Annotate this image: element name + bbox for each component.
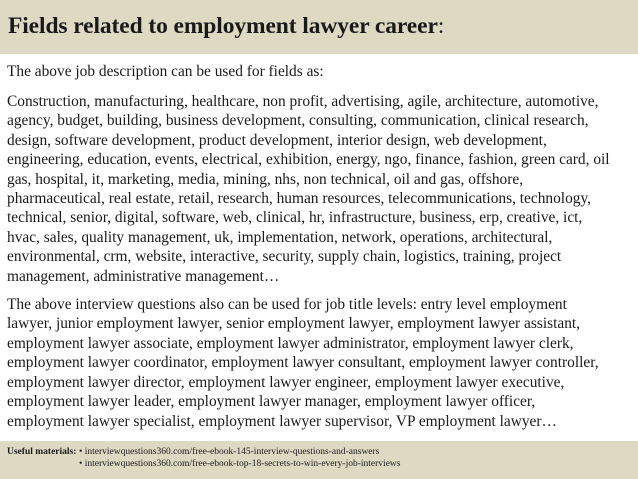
levels-line: employment lawyer director, employment lawyer engineer, employment lawyer executive,	[7, 373, 565, 391]
levels-line: The above interview questions also can be used for job title levels: entry level employment	[7, 296, 567, 314]
fields-line: gas, hospital, it, marketing, media, mining, nhs, non technical, oil and gas, offshore,	[7, 170, 524, 188]
levels-line: lawyer, junior employment lawyer, senior employment lawyer, employment lawyer assistant,	[7, 315, 581, 333]
page-title-colon: :	[437, 13, 445, 39]
fields-line: engineering, education, events, electrical, exhibition, energy, ngo, finance, fashion, green card, oil	[7, 151, 610, 169]
footer-banner	[0, 441, 638, 479]
levels-line: employment lawyer associate, employment lawyer administrator, employment lawyer clerk,	[7, 334, 574, 352]
levels-line: employment lawyer specialist, employment lawyer supervisor, VP employment lawyer…	[7, 412, 557, 430]
fields-paragraph	[7, 92, 635, 286]
footer-label-spacer	[7, 459, 79, 471]
fields-line: environmental, crm, website, interactive, security, supply chain, logistics, training, project	[7, 248, 562, 266]
fields-line: hvac, sales, quality management, uk, implementation, network, operations, architectural,	[7, 228, 553, 246]
intro-sentence: The above job description can be used for fields as:	[7, 63, 324, 80]
levels-line: employment lawyer leader, employment lawyer manager, employment lawyer officer,	[7, 393, 536, 411]
footer-link[interactable]: • interviewquestions360.com/free-ebook-top-18-secrets-to-win-every-job-interviews	[79, 458, 401, 469]
fields-line: agency, budget, building, business development, consulting, communication, clinical research,	[7, 112, 589, 130]
main-content	[7, 62, 635, 440]
fields-line: design, software development, product development, interior design, web development,	[7, 131, 547, 149]
title-banner	[0, 0, 638, 54]
page-title-text: Fields related to employment lawyer career	[8, 13, 438, 39]
levels-paragraph	[7, 295, 635, 431]
footer-row	[7, 459, 638, 471]
footer-row	[7, 447, 638, 459]
fields-line: Construction, manufacturing, healthcare, non profit, advertising, agile, architecture, automotive,	[7, 93, 599, 110]
fields-line: technical, senior, digital, software, web, clinical, hr, infrastructure, business, erp, creative, ict,	[7, 209, 583, 227]
fields-line: pharmaceutical, real estate, retail, research, human resources, telecommunications, technology,	[7, 190, 592, 208]
footer-link[interactable]: • interviewquestions360.com/free-ebook-145-interview-questions-and-answers	[79, 447, 380, 457]
levels-line: employment lawyer coordinator, employment lawyer consultant, employment lawyer controller,	[7, 354, 599, 372]
fields-line: management, administrative management…	[7, 267, 280, 285]
footer-label: Useful materials:	[7, 447, 77, 457]
page-title	[8, 13, 444, 39]
